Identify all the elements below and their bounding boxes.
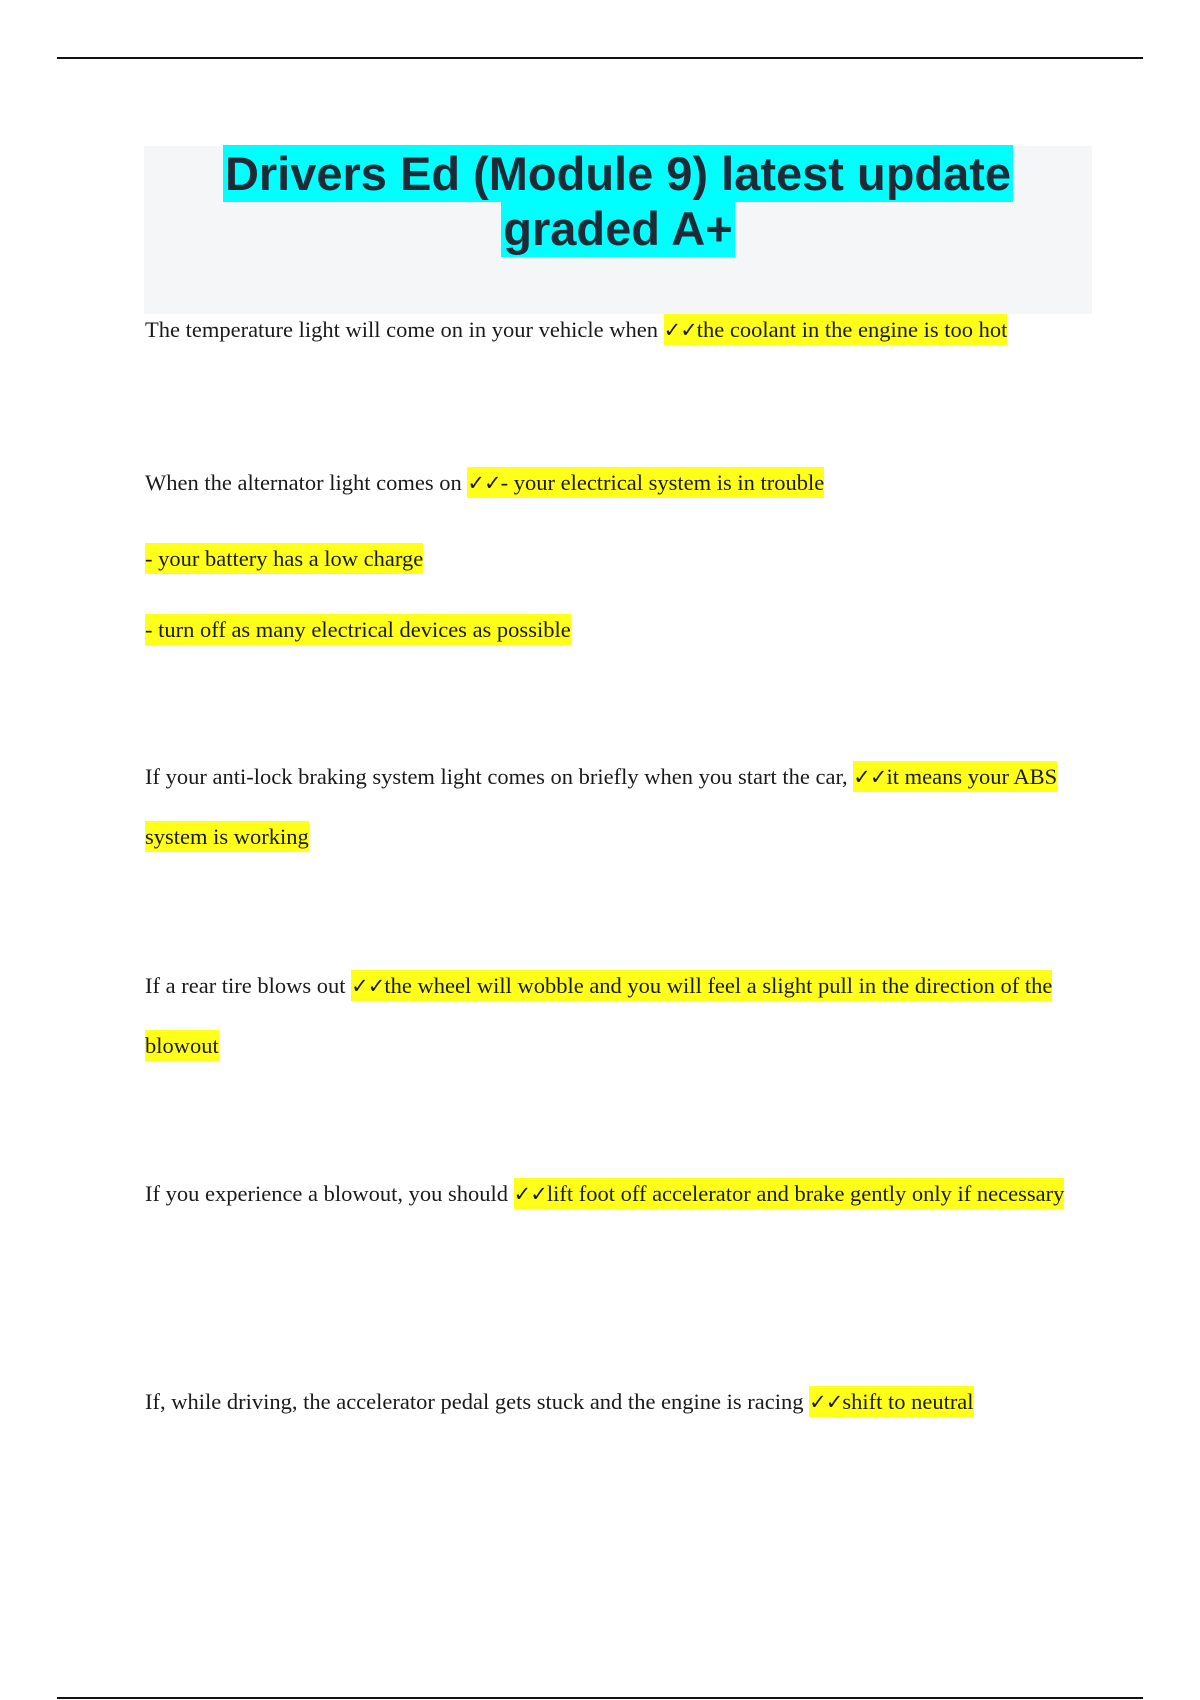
qa-item-2-extra-2: [145, 615, 571, 645]
answer-text: shift to neutral: [842, 1389, 974, 1414]
question-text: When the alternator light comes on: [145, 470, 468, 495]
qa-item-6: [145, 1372, 1095, 1432]
qa-item-5: [145, 1164, 1095, 1224]
answer-highlight: [809, 1386, 973, 1417]
double-check-icon: ✓✓: [853, 765, 887, 789]
answer-highlight: - your battery has a low charge: [145, 543, 423, 574]
double-check-icon: ✓✓: [467, 471, 501, 495]
answer-text: the wheel will wobble and you will feel a slight pull in the direction of the blowout: [145, 973, 1053, 1058]
question-text: If your anti-lock braking system light comes on briefly when you start the car,: [145, 764, 854, 789]
question-text: If, while driving, the accelerator pedal gets stuck and the engine is racing: [145, 1389, 810, 1414]
double-check-icon: ✓✓: [663, 318, 697, 342]
qa-item-2: [145, 453, 1095, 513]
bottom-rule: [57, 1697, 1143, 1699]
top-rule: [57, 57, 1143, 59]
answer-text: it means your ABS system is working: [145, 764, 1058, 849]
double-check-icon: ✓✓: [809, 1390, 843, 1414]
title-block: [144, 146, 1092, 314]
qa-item-4: [145, 956, 1095, 1076]
answer-text: the coolant in the engine is too hot: [696, 317, 1008, 342]
title-line-2: graded A+: [503, 202, 733, 255]
answer-text: lift foot off accelerator and brake gently only if necessary: [546, 1181, 1065, 1206]
answer-highlight: [467, 467, 824, 498]
qa-item-1: [145, 300, 1095, 360]
qa-item-2-extra-1: [145, 544, 423, 574]
double-check-icon: ✓✓: [351, 974, 385, 998]
question-text: The temperature light will come on in your vehicle when: [145, 317, 664, 342]
question-text: If you experience a blowout, you should: [145, 1181, 514, 1206]
answer-highlight: [514, 1178, 1065, 1209]
document-title: [144, 146, 1092, 256]
title-line-1: Drivers Ed (Module 9) latest update: [224, 147, 1012, 200]
qa-item-3: [145, 747, 1095, 867]
answer-highlight: - turn off as many electrical devices as possible: [145, 614, 571, 645]
double-check-icon: ✓✓: [513, 1182, 547, 1206]
question-text: If a rear tire blows out: [145, 973, 352, 998]
answer-text: - your electrical system is in trouble: [500, 470, 825, 495]
answer-highlight: [664, 314, 1008, 345]
